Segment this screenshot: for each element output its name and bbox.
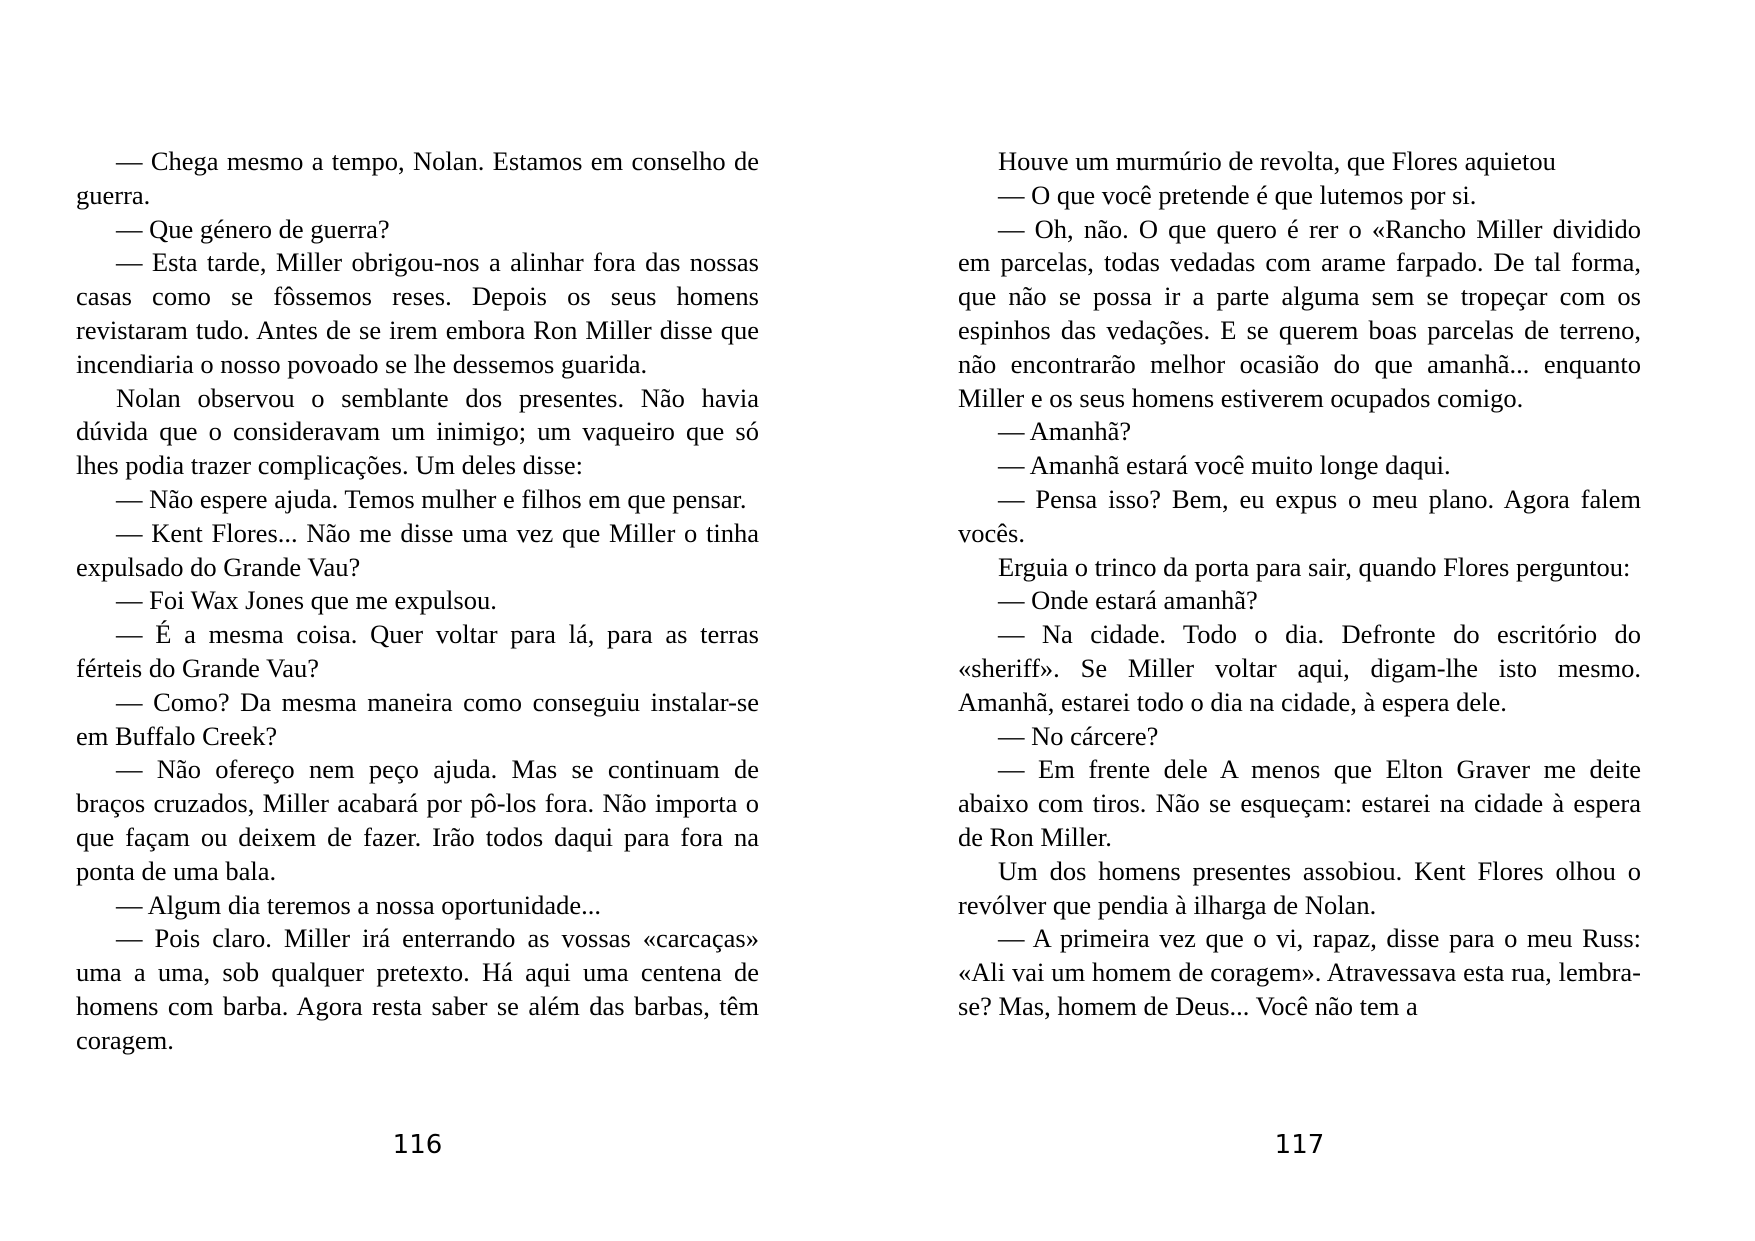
left-paragraph-5: — Não espere ajuda. Temos mulher e filhos em que pensar. [116,483,747,514]
right-paragraph-9: — Na cidade. Todo o dia. Defronte do escritório do «sheriff». Se Miller voltar aqui, digam-lhe isto mesmo. Amanhã, estarei todo o dia na cidade, à espera dele. [958,619,1641,717]
right-paragraph-2: — O que você pretende é que lutemos por si. [998,179,1477,210]
page-number-left: 116 [392,1130,443,1160]
right-paragraph-11: — Em frente dele A menos que Elton Graver me deite abaixo com tiros. Não se esqueçam: estarei na cidade à espera de Ron Miller. [958,754,1641,852]
right-paragraph-1: Houve um murmúrio de revolta, que Flores aquietou [998,146,1556,176]
right-paragraph-7: Erguia o trinco da porta para sair, quando Flores perguntou: [998,551,1631,582]
left-paragraph-11: — Algum dia teremos a nossa oportunidade... [116,889,602,920]
left-paragraph-3: — Esta tarde, Miller obrigou-nos a alinhar fora das nossas casas como se fôssemos reses. Depois os seus homens revistaram tudo. Antes de se irem embora Ron Miller disse que incendiaria o nosso povoado se lhe dessemos guarida. [76,247,759,379]
page-number-right: 117 [1274,1130,1325,1160]
left-paragraph-8: — É a mesma coisa. Quer voltar para lá, para as terras férteis do Grande Vau? [76,619,759,683]
left-paragraph-7: — Foi Wax Jones que me expulsou. [116,585,497,616]
right-paragraph-12: Um dos homens presentes assobiou. Kent Flores olhou o revólver que pendia à ilharga de Nolan. [958,855,1641,920]
right-paragraph-6: — Pensa isso? Bem, eu expus o meu plano. Agora falem vocês. [958,483,1641,548]
right-paragraph-13: — A primeira vez que o vi, rapaz, disse para o meu Russ: «Ali vai um homem de coragem». Atravessava esta rua, lembra-se? Mas, homem de Deus... Você não tem a [958,923,1641,1021]
right-paragraph-3: — Oh, não. O que quero é rer o «Rancho Miller dividido em parcelas, todas vedadas com arame farpado. De tal forma, que não se possa ir a parte alguma sem se tropeçar com os espinhos das vedações. E se querem boas parcelas de terreno, não encontrarão melhor ocasião do que amanhã... enquanto Miller e os seus homens estiverem ocupados comigo. [958,213,1641,413]
left-paragraph-4: Nolan observou o semblante dos presentes. Não havia dúvida que o consideravam um inimigo; um vaqueiro que só lhes podia trazer complicações. Um deles disse: [76,382,759,481]
left-paragraph-1: — Chega mesmo a tempo, Nolan. Estamos em conselho de guerra. [76,146,759,210]
right-paragraph-4: — Amanhã? [998,416,1132,447]
right-paragraph-5: — Amanhã estará você muito longe daqui. [998,450,1451,481]
right-paragraph-10: — No cárcere? [998,720,1159,751]
left-paragraph-2: — Que género de guerra? [116,213,390,244]
left-paragraph-6: — Kent Flores... Não me disse uma vez que Miller o tinha expulsado do Grande Vau? [76,517,759,582]
left-paragraph-10: — Não ofereço nem peço ajuda. Mas se continuam de braços cruzados, Miller acabará por pô-los fora. Não importa o que façam ou deixem de fazer. Irão todos daqui para fora na ponta de uma bala. [76,754,759,886]
right-page [958,145,1641,1024]
left-paragraph-9: — Como? Da mesma maneira como conseguiu instalar-se em Buffalo Creek? [76,686,759,751]
right-paragraph-8: — Onde estará amanhã? [998,585,1258,616]
left-page [76,145,759,1058]
left-paragraph-12: — Pois claro. Miller irá enterrando as vossas «carcaças» uma a uma, sob qualquer pretexto. Há aqui uma centena de homens com barba. Agora resta saber se além das barbas, têm coragem. [76,923,759,1055]
